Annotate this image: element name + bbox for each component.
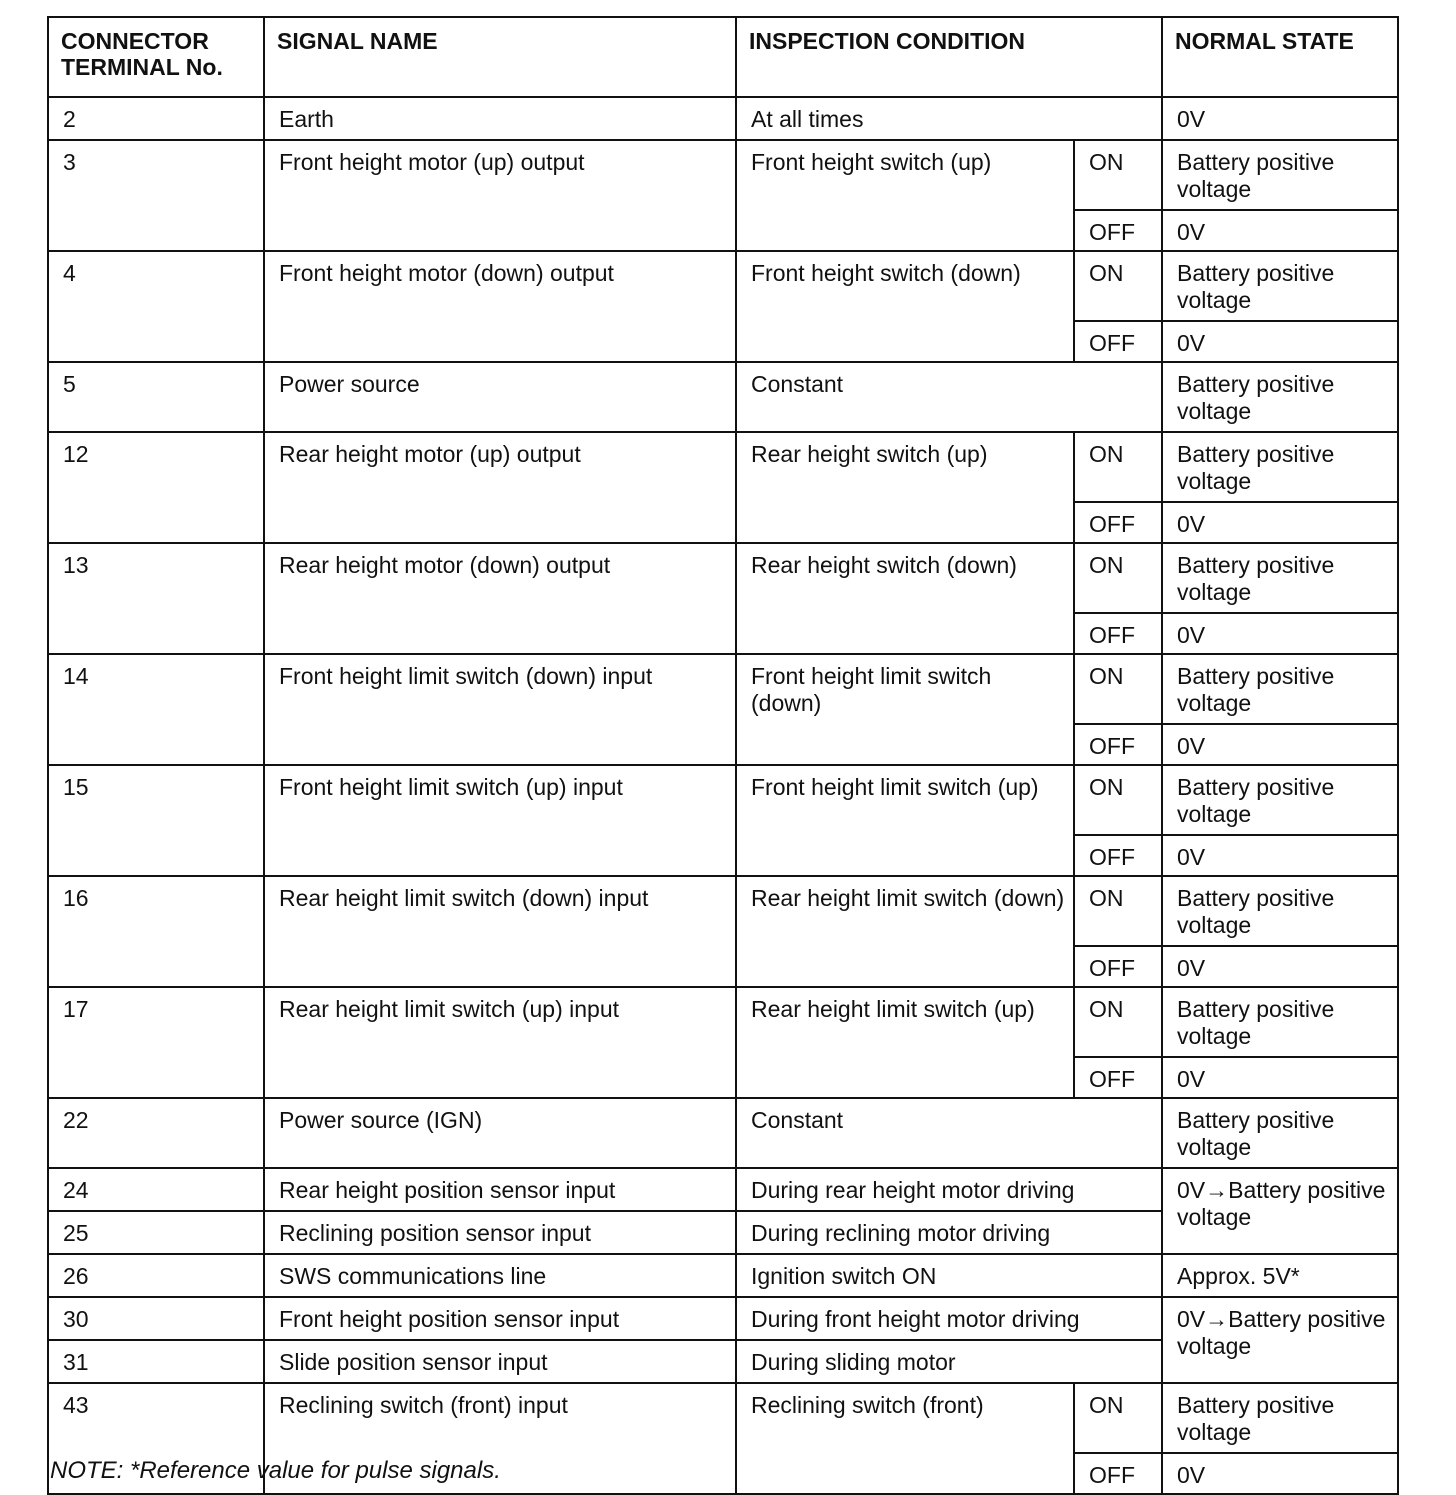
condition-cell: Front height switch (up) [736,140,1074,251]
signal-cell: Power source [264,362,736,432]
on-state-cell: Battery positive voltage [1162,876,1398,946]
switch-off-label: OFF [1074,1057,1162,1098]
condition-cell: Reclining switch (front) [736,1383,1074,1494]
signal-cell: Reclining position sensor input [264,1211,736,1254]
off-state-cell: 0V [1162,321,1398,362]
table-row [48,1098,1398,1168]
on-state-cell: Battery positive voltage [1162,432,1398,502]
signal-cell: Power source (IGN) [264,1098,736,1168]
state-cell: 0V→Battery positive voltage [1162,1168,1398,1254]
condition-cell: At all times [736,97,1162,140]
condition-cell: Rear height switch (up) [736,432,1074,543]
terminal-cell: 14 [48,654,264,765]
condition-cell: Rear height limit switch (up) [736,987,1074,1098]
signal-cell: Front height limit switch (down) input [264,654,736,765]
terminal-cell: 25 [48,1211,264,1254]
off-state-cell: 0V [1162,210,1398,251]
signal-cell: Rear height position sensor input [264,1168,736,1211]
table-row [48,362,1398,432]
state-cell: Battery positive voltage [1162,1098,1398,1168]
header-signal-name: SIGNAL NAME [264,17,736,97]
table-row [48,987,1398,1057]
signal-cell: Rear height limit switch (down) input [264,876,736,987]
switch-off-label: OFF [1074,724,1162,765]
condition-cell: Constant [736,1098,1162,1168]
terminal-cell: 5 [48,362,264,432]
signal-cell: Front height limit switch (up) input [264,765,736,876]
signal-cell: Slide position sensor input [264,1340,736,1383]
condition-cell: Front height limit switch (down) [736,654,1074,765]
off-state-cell: 0V [1162,946,1398,987]
spec-table [47,16,1399,1495]
table-row [48,251,1398,321]
switch-on-label: ON [1074,876,1162,946]
on-state-cell: Battery positive voltage [1162,987,1398,1057]
switch-off-label: OFF [1074,502,1162,543]
terminal-cell: 31 [48,1340,264,1383]
signal-cell: Reclining switch (front) input [264,1383,736,1494]
on-state-cell: Battery positive voltage [1162,140,1398,210]
off-state-cell: 0V [1162,1057,1398,1098]
header-inspection-condition: INSPECTION CONDITION [736,17,1162,97]
on-state-cell: Battery positive voltage [1162,654,1398,724]
terminal-cell: 43 [48,1383,264,1494]
signal-cell: Rear height motor (up) output [264,432,736,543]
table-row [48,97,1398,140]
switch-on-label: ON [1074,987,1162,1057]
terminal-cell: 16 [48,876,264,987]
on-state-cell: Battery positive voltage [1162,1383,1398,1453]
state-cell: 0V→Battery positive voltage [1162,1297,1398,1383]
table-row [48,765,1398,835]
condition-cell: During rear height motor driving [736,1168,1162,1211]
terminal-cell: 26 [48,1254,264,1297]
off-state-cell: 0V [1162,724,1398,765]
terminal-cell: 30 [48,1297,264,1340]
switch-off-label: OFF [1074,946,1162,987]
terminal-cell: 13 [48,543,264,654]
terminal-cell: 4 [48,251,264,362]
table-row [48,1297,1398,1340]
switch-off-label: OFF [1074,321,1162,362]
condition-cell: During sliding motor [736,1340,1162,1383]
condition-cell: Constant [736,362,1162,432]
off-state-cell: 0V [1162,613,1398,654]
terminal-cell: 12 [48,432,264,543]
state-cell: 0V [1162,97,1398,140]
condition-cell: Front height switch (down) [736,251,1074,362]
switch-on-label: ON [1074,765,1162,835]
signal-cell: Earth [264,97,736,140]
table-row [48,432,1398,502]
header-row [48,17,1398,97]
header-normal-state: NORMAL STATE [1162,17,1398,97]
table-row [48,140,1398,210]
switch-on-label: ON [1074,140,1162,210]
table-row [48,1254,1398,1297]
footnote: NOTE: *Reference value for pulse signals. [50,1457,501,1484]
signal-cell: Front height motor (up) output [264,140,736,251]
on-state-cell: Battery positive voltage [1162,765,1398,835]
signal-cell: SWS communications line [264,1254,736,1297]
condition-cell: Rear height switch (down) [736,543,1074,654]
on-state-cell: Battery positive voltage [1162,543,1398,613]
signal-cell: Rear height motor (down) output [264,543,736,654]
terminal-cell: 3 [48,140,264,251]
connector-terminal-table [47,16,1397,1495]
off-state-cell: 0V [1162,835,1398,876]
terminal-cell: 24 [48,1168,264,1211]
state-cell: Approx. 5V* [1162,1254,1398,1297]
header-terminal: CONNECTOR TERMINAL No. [48,17,264,97]
terminal-cell: 2 [48,97,264,140]
table-row [48,543,1398,613]
table-row [48,876,1398,946]
switch-off-label: OFF [1074,210,1162,251]
terminal-cell: 17 [48,987,264,1098]
switch-on-label: ON [1074,1383,1162,1453]
switch-on-label: ON [1074,654,1162,724]
off-state-cell: 0V [1162,502,1398,543]
switch-on-label: ON [1074,543,1162,613]
terminal-cell: 15 [48,765,264,876]
condition-cell: During front height motor driving [736,1297,1162,1340]
off-state-cell: 0V [1162,1453,1398,1494]
condition-cell: Rear height limit switch (down) [736,876,1074,987]
on-state-cell: Battery positive voltage [1162,251,1398,321]
signal-cell: Rear height limit switch (up) input [264,987,736,1098]
condition-cell: Ignition switch ON [736,1254,1162,1297]
switch-off-label: OFF [1074,1453,1162,1494]
switch-on-label: ON [1074,251,1162,321]
table-row [48,1168,1398,1211]
switch-off-label: OFF [1074,835,1162,876]
state-cell: Battery positive voltage [1162,362,1398,432]
signal-cell: Front height position sensor input [264,1297,736,1340]
terminal-cell: 22 [48,1098,264,1168]
condition-cell: Front height limit switch (up) [736,765,1074,876]
table-row [48,654,1398,724]
switch-off-label: OFF [1074,613,1162,654]
switch-on-label: ON [1074,432,1162,502]
table-row [48,1383,1398,1453]
signal-cell: Front height motor (down) output [264,251,736,362]
condition-cell: During reclining motor driving [736,1211,1162,1254]
